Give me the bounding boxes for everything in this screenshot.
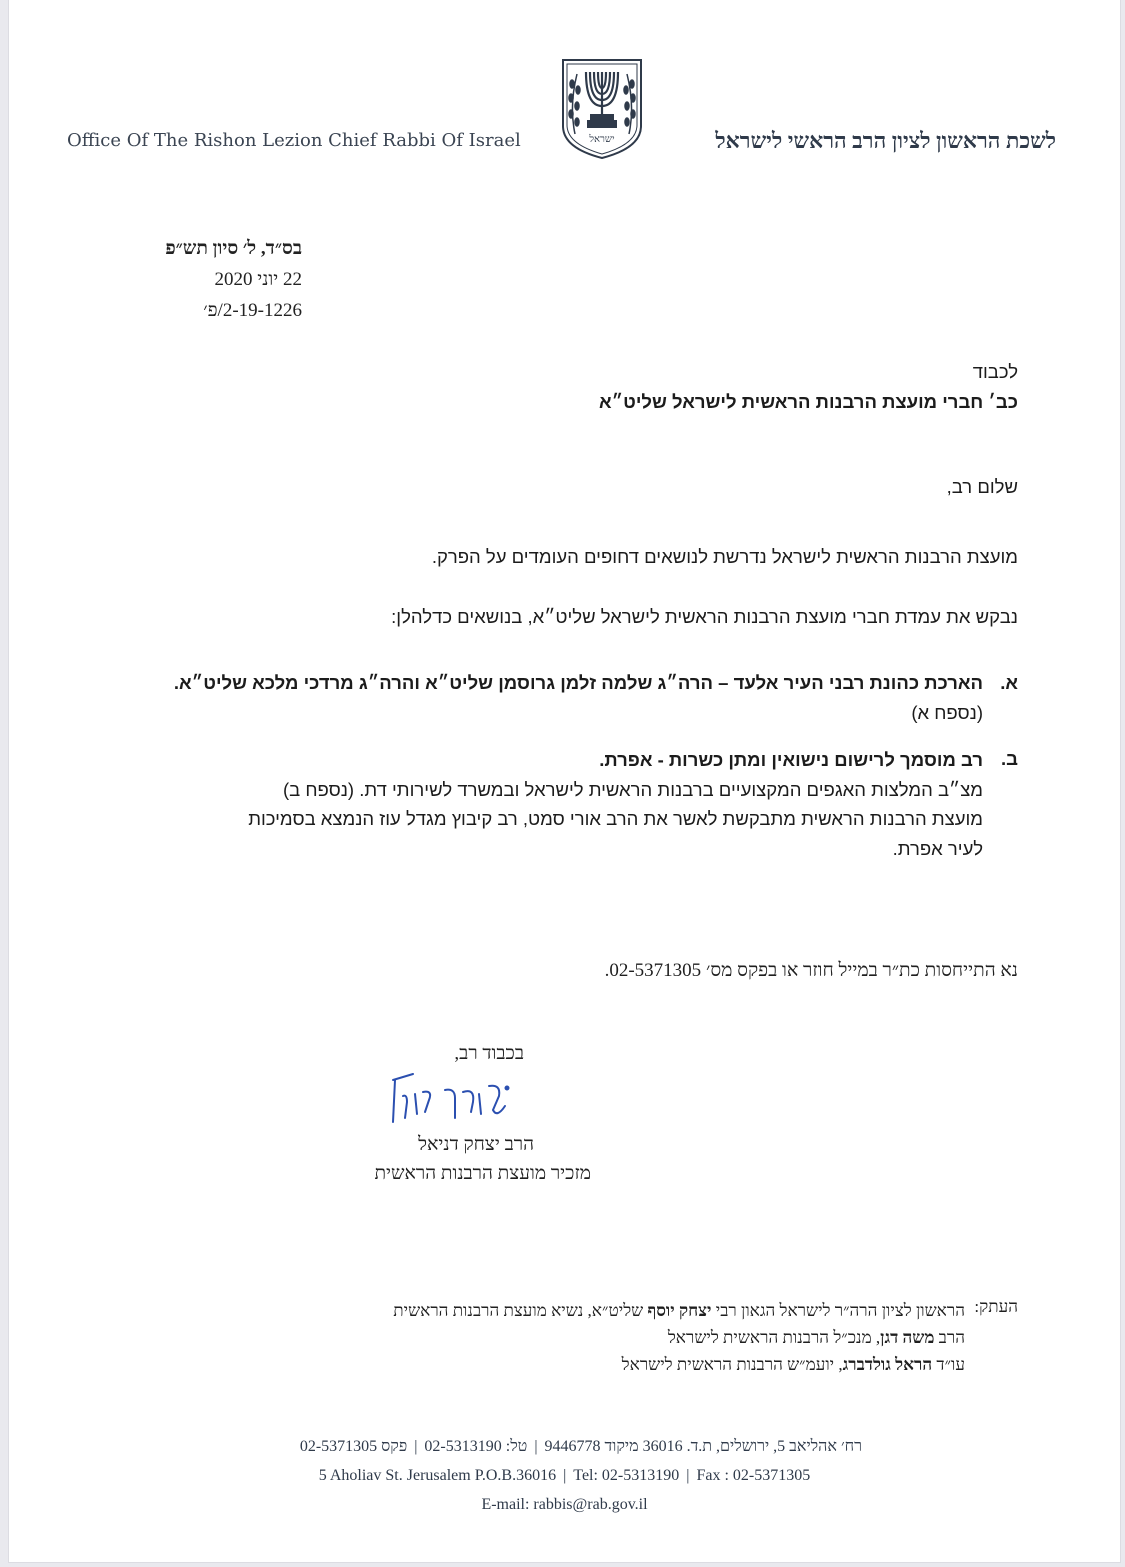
date-block xyxy=(165,233,302,326)
paragraph-intro: מועצת הרבנות הראשית לישראל נדרשת לנושאים דחופים העומדים על הפרק. xyxy=(431,546,1018,567)
item-b-title: רב מוסמך לרישום נישואין ומתן כשרות - אפרת. xyxy=(599,749,983,770)
footer-english-tel: Tel: 02-5313190 xyxy=(573,1467,680,1484)
item-b-marker: ב. xyxy=(1001,748,1018,769)
cc-recipient-name: הראל גולדברג xyxy=(842,1355,933,1374)
item-b-content xyxy=(248,745,983,863)
cc-recipients xyxy=(393,1297,965,1378)
footer-english-fax: Fax : 02-5371305 xyxy=(696,1467,811,1484)
cc-recipient-name: יצחק יוסף xyxy=(647,1301,712,1320)
gregorian-date: 22 יוני 2020 xyxy=(214,269,302,290)
signer-title: מזכיר מועצת הרבנות הראשית xyxy=(374,1163,591,1184)
letter-page xyxy=(8,0,1121,1563)
svg-text:ישראל: ישראל xyxy=(589,134,615,145)
footer-english-address: 5 Aholiav St. Jerusalem P.O.B.36016 xyxy=(318,1467,557,1484)
reply-request: נא התייחסות כת״ר במייל חוזר או בפקס מס׳ 02-5371305. xyxy=(604,960,1018,981)
cc-recipient-name: משה דגן xyxy=(880,1328,935,1347)
item-b-line: מועצת הרבנות הראשית מתבקשת לאשר את הרב אורי סמט, רב קיבוץ מגדל עוז הנמצא בסמיכות xyxy=(248,808,983,829)
footer-hebrew-fax: פקס 02-5371305 xyxy=(299,1438,408,1455)
cc-recipient: עו״ד הראל גולדברג, יועמ״ש הרבנות הראשית לישראל xyxy=(621,1355,965,1374)
state-emblem-icon xyxy=(557,56,647,160)
addressee-salutation: לכבוד xyxy=(972,361,1018,382)
signer-name: הרב יצחק דניאל xyxy=(418,1134,534,1155)
footer-hebrew-address: רח׳ אהליאב 5, ירושלים, ת.ד. 36016 מיקוד 9446778 xyxy=(544,1438,862,1455)
item-a-title: הארכת כהונת רבני העיר אלעד – הרה״ג שלמה זלמן גרוסמן שליט״א והרה״ג מרדכי מלכא שליט״א. xyxy=(173,672,983,693)
footer-english-contact: 5 Aholiav St. Jerusalem P.O.B.36016 | Tel: 02-5313190 | Fax : 02-5371305 xyxy=(318,1467,811,1484)
item-a-appendix-note: (נספח א) xyxy=(911,702,983,723)
item-a-marker: א. xyxy=(1000,672,1018,693)
cc-recipient: הראשון לציון הרה״ר לישראל הגאון רבי יצחק יוסף שליט״א, נשיא מועצת הרבנות הראשית xyxy=(393,1301,965,1320)
greeting: שלום רב, xyxy=(946,476,1018,497)
reference-number: 2-19-1226/פ׳ xyxy=(203,300,302,321)
letterhead-hebrew-title: לשכת הראשון לציון הרב הראשי לישראל xyxy=(715,128,1056,153)
paragraph-request: נבקש את עמדת חברי מועצת הרבנות הראשית לישראל שליט״א, בנושאים כדלהלן: xyxy=(391,606,1018,627)
item-b-line: לעיר אפרת. xyxy=(892,837,983,859)
closing-salutation: בכבוד רב, xyxy=(454,1043,524,1064)
cc-label: העתק: xyxy=(974,1297,1018,1316)
hebrew-date: בס״ד, ל׳ סיון תש״פ xyxy=(165,238,302,259)
addressee-recipients: כב׳ חברי מועצת הרבנות הראשית לישראל שליט״א xyxy=(598,391,1018,412)
footer-hebrew-contact: רח׳ אהליאב 5, ירושלים, ת.ד. 36016 מיקוד 9446778|טל: 02-5313190|פקס 02-5371305 xyxy=(299,1438,862,1455)
footer-email[interactable]: E-mail: rabbis@rab.gov.il xyxy=(481,1496,648,1513)
item-b-line: מצ״ב המלצות האגפים המקצועיים ברבנות הראשית לישראל ובמשרד לשירותי דת. (נספח ב) xyxy=(282,778,983,800)
footer-hebrew-tel: טל: 02-5313190 xyxy=(424,1438,528,1455)
handwritten-signature-icon xyxy=(385,1068,515,1132)
letterhead-english-title: Office Of The Rishon Lezion Chief Rabbi Of Israel xyxy=(67,130,521,151)
addressee xyxy=(599,357,1018,417)
cc-recipient: הרב משה דגן, מנכ״ל הרבנות הראשית לישראל xyxy=(667,1328,965,1347)
